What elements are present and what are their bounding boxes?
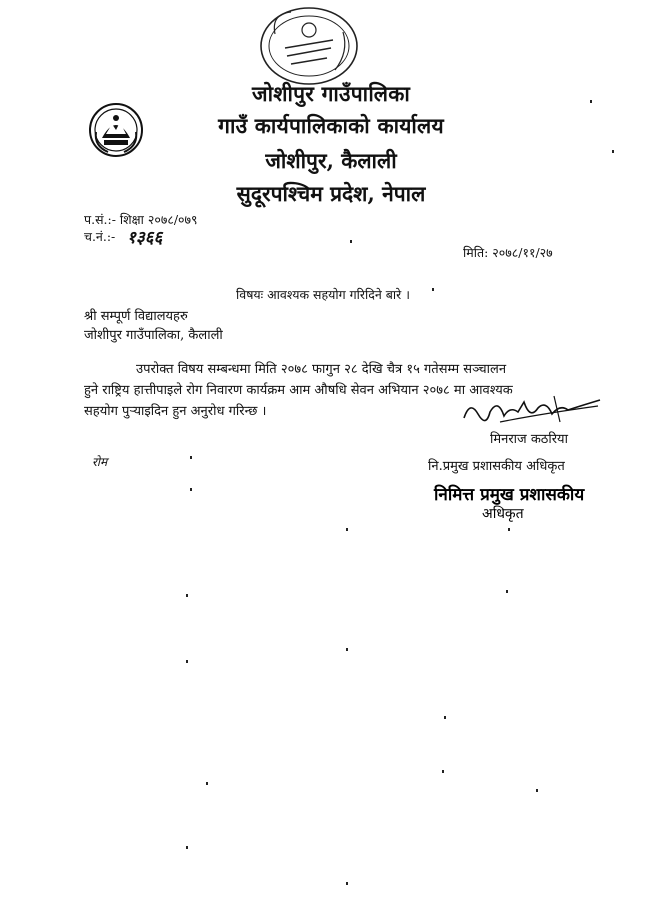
header-address: जोशीपुर, कैलाली — [265, 148, 397, 173]
scan-speck — [346, 882, 348, 885]
chalani-number: १३६६ — [127, 228, 163, 248]
scan-speck — [506, 590, 508, 593]
scan-speck — [432, 288, 434, 291]
signatory-title: नि.प्रमुख प्रशासकीय अधिकृत — [428, 459, 565, 474]
margin-note: रोम — [92, 455, 108, 469]
scan-speck — [444, 716, 446, 719]
header-province: सुदूरपश्चिम प्रदेश, नेपाल — [236, 181, 426, 206]
scan-speck — [190, 456, 192, 459]
patra-sankhya: प.सं.:- शिक्षा २०७८/०७९ — [84, 212, 198, 227]
scan-speck — [590, 100, 592, 103]
designation-stamp-line2: अधिकृत — [482, 506, 524, 522]
scan-speck — [536, 789, 538, 792]
body-line1: उपरोक्त विषय सम्बन्धमा मिति २०७८ फागुन २८ देखि चैत्र १५ गतेसम्म सञ्चालन — [136, 362, 507, 377]
scan-speck — [186, 660, 188, 663]
office-seal-stamp — [255, 4, 363, 88]
scan-speck — [346, 528, 348, 531]
header-office: गाउँ कार्यपालिकाको कार्यालय — [218, 113, 444, 138]
signatory-name: मिनराज कठरिया — [490, 432, 568, 447]
scan-speck — [350, 240, 352, 243]
handwritten-signature — [460, 392, 605, 432]
letter-subject: विषयः आवश्यक सहयोग गरिदिने बारे । — [236, 287, 410, 302]
scan-speck — [186, 846, 188, 849]
header-municipality: जोशीपुर गाउँपालिका — [252, 81, 410, 106]
designation-stamp-line1: निमित्त प्रमुख प्रशासकीय — [434, 485, 585, 505]
chalani-label: च.नं.:- — [84, 229, 116, 244]
scan-speck — [442, 770, 444, 773]
recipient-line2: जोशीपुर गाउँपालिका, कैलाली — [84, 328, 223, 343]
scan-speck — [346, 648, 348, 651]
body-line2: हुने राष्ट्रिय हात्तीपाइले रोग निवारण कार्यक्रम आम औषधि सेवन अभियान २०७८ मा आवश्यक — [84, 383, 513, 398]
body-line3: सहयोग पुऱ्याइदिन हुन अनुरोध गरिन्छ । — [84, 404, 267, 419]
scan-speck — [508, 528, 510, 531]
scan-speck — [186, 594, 188, 597]
scan-speck — [206, 782, 208, 785]
recipient-line1: श्री सम्पूर्ण विद्यालयहरु — [84, 309, 188, 324]
scan-speck — [190, 488, 192, 491]
scan-speck — [612, 150, 614, 153]
letter-date: मिति: २०७८/११/२७ — [463, 245, 553, 260]
